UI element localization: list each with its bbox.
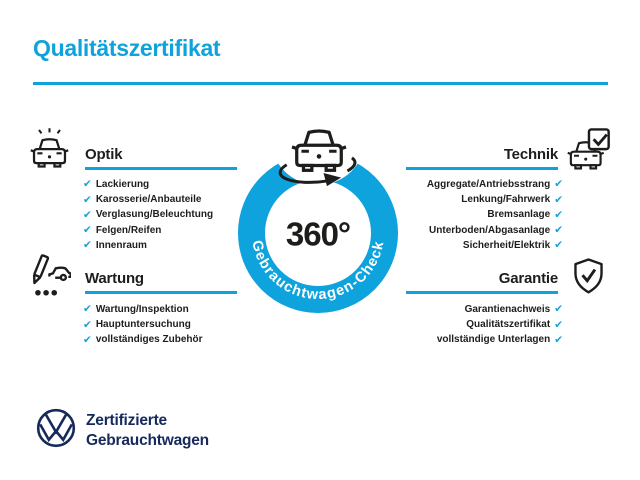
section-title-wartung: Wartung bbox=[85, 270, 144, 287]
badge-360 bbox=[218, 128, 418, 338]
brand-claim-line1: Zertifizierte bbox=[86, 412, 167, 429]
section-divider-wartung bbox=[85, 291, 237, 294]
checklist-label: Lackierung bbox=[95, 179, 150, 191]
checklist-label: Felgen/Reifen bbox=[95, 224, 162, 236]
checklist-item bbox=[427, 223, 563, 238]
title-divider bbox=[33, 82, 608, 85]
check-icon: ✔ bbox=[83, 318, 92, 331]
checklist-wartung bbox=[83, 302, 203, 348]
section-divider-garantie bbox=[406, 291, 558, 294]
checklist-label: Karosserie/Anbauteile bbox=[95, 194, 202, 206]
check-icon: ✔ bbox=[83, 193, 92, 206]
checklist-item bbox=[83, 317, 203, 332]
checklist-item bbox=[83, 207, 213, 222]
checklist-item bbox=[437, 317, 563, 332]
checklist-label: Unterboden/Abgasanlage bbox=[429, 224, 551, 236]
degree-label: 360° bbox=[285, 215, 351, 253]
checklist-item bbox=[83, 192, 213, 207]
checklist-optik bbox=[83, 177, 213, 253]
check-icon: ✔ bbox=[554, 193, 563, 206]
checklist-item bbox=[427, 192, 563, 207]
checklist-label: Garantienachweis bbox=[464, 304, 551, 316]
checklist-item bbox=[83, 238, 213, 253]
section-divider-optik bbox=[85, 167, 237, 170]
checklist-label: Bremsanlage bbox=[487, 209, 551, 221]
section-divider-technik bbox=[406, 167, 558, 170]
checklist-label: vollständiges Zubehör bbox=[95, 334, 203, 346]
checklist-label: Innenraum bbox=[95, 239, 147, 251]
ring-label: Gebrauchtwagen-Check bbox=[248, 238, 388, 304]
section-title-optik: Optik bbox=[85, 146, 123, 163]
checklist-label: vollständige Unterlagen bbox=[436, 334, 551, 346]
car-checkbox-icon bbox=[566, 127, 611, 174]
car-shine-icon bbox=[27, 127, 72, 173]
vw-logo bbox=[36, 408, 76, 448]
checklist-item bbox=[427, 238, 563, 253]
checklist-item bbox=[427, 177, 563, 192]
brand-claim-line2: Gebrauchtwagen bbox=[86, 432, 209, 449]
checklist-item bbox=[83, 302, 203, 317]
checklist-item bbox=[437, 302, 563, 317]
check-icon: ✔ bbox=[554, 333, 563, 346]
service-checklist-car-icon bbox=[25, 253, 71, 299]
checklist-technik bbox=[427, 177, 563, 253]
checklist-label: Aggregate/Antriebsstrang bbox=[426, 179, 551, 191]
shield-check-icon bbox=[573, 258, 604, 294]
checklist-item bbox=[437, 332, 563, 347]
checklist-label: Lenkung/Fahrwerk bbox=[461, 194, 551, 206]
check-icon: ✔ bbox=[83, 333, 92, 346]
check-icon: ✔ bbox=[554, 239, 563, 252]
checklist-item bbox=[83, 177, 213, 192]
checklist-label: Verglasung/Beleuchtung bbox=[95, 209, 214, 221]
check-icon: ✔ bbox=[554, 208, 563, 221]
check-icon: ✔ bbox=[554, 318, 563, 331]
checklist-label: Qualitätszertifikat bbox=[466, 319, 551, 331]
check-icon: ✔ bbox=[554, 303, 563, 316]
checklist-item bbox=[427, 207, 563, 222]
checklist-item bbox=[83, 223, 213, 238]
checklist-label: Hauptuntersuchung bbox=[95, 319, 191, 331]
check-icon: ✔ bbox=[554, 223, 563, 236]
checklist-item bbox=[83, 332, 203, 347]
checklist-label: Sicherheit/Elektrik bbox=[462, 239, 551, 251]
check-icon: ✔ bbox=[83, 303, 92, 316]
check-icon: ✔ bbox=[83, 239, 92, 252]
page-title: Qualitätszertifikat bbox=[33, 35, 221, 61]
check-icon: ✔ bbox=[554, 178, 563, 191]
check-icon: ✔ bbox=[83, 178, 92, 191]
checklist-label: Wartung/Inspektion bbox=[95, 304, 189, 316]
brand-claim bbox=[86, 411, 209, 451]
check-icon: ✔ bbox=[83, 208, 92, 221]
section-title-technik: Technik bbox=[503, 146, 558, 163]
check-icon: ✔ bbox=[83, 223, 92, 236]
checklist-garantie bbox=[437, 302, 563, 348]
section-title-garantie: Garantie bbox=[498, 270, 558, 287]
